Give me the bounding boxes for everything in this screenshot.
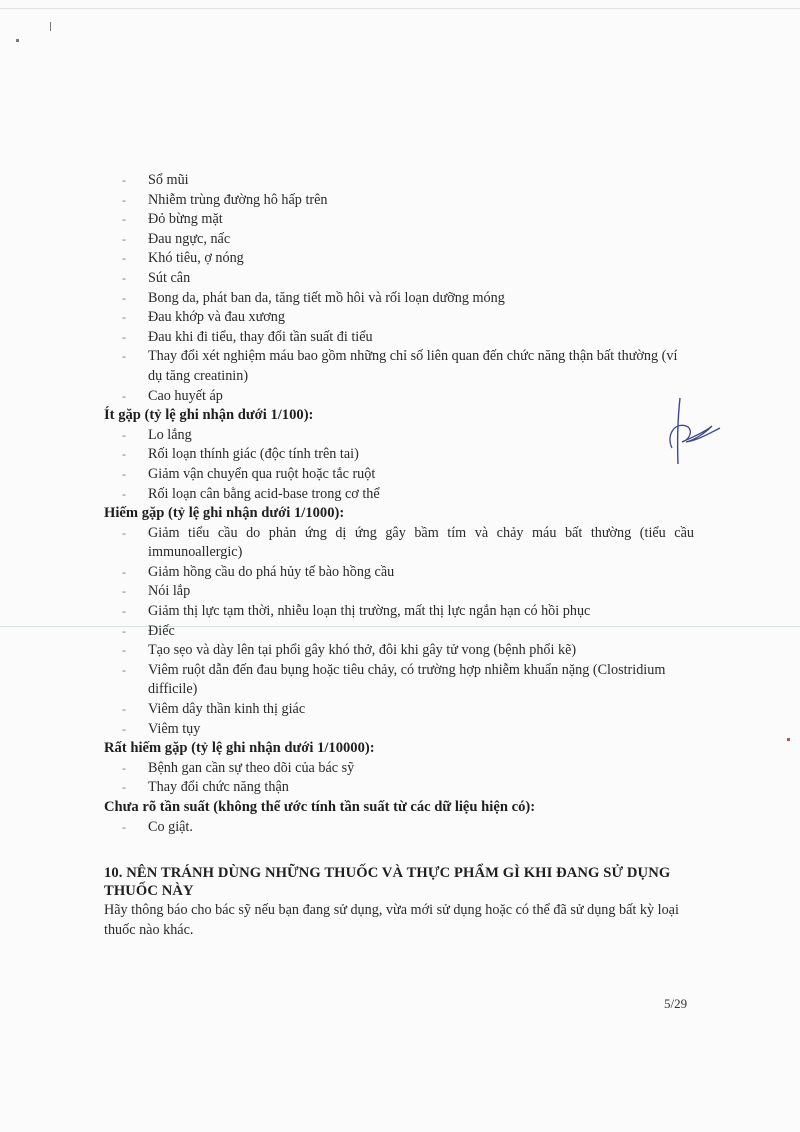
rare-effects-list xyxy=(104,524,694,740)
list-item xyxy=(104,387,694,407)
bullet-dash: - xyxy=(122,604,126,619)
list-item xyxy=(104,426,694,446)
unknown-frequency-list xyxy=(104,818,694,838)
bullet-dash: - xyxy=(122,486,126,501)
section-10-body: Hãy thông báo cho bác sỹ nếu bạn đang sử dụng, vừa mới sử dụng hoặc có thể đã sử dụng bất kỳ loại thuốc nào khác. xyxy=(104,902,679,938)
list-item xyxy=(104,563,694,583)
bullet-dash: - xyxy=(122,780,126,795)
list-item xyxy=(104,622,694,642)
very-rare-effects-list xyxy=(104,759,694,798)
page-number: 5/29 xyxy=(664,996,688,1011)
list-item xyxy=(104,700,694,720)
bullet-dash: - xyxy=(122,662,126,677)
list-item xyxy=(104,602,694,622)
very-rare-heading: Rất hiếm gặp (tỷ lệ ghi nhận dưới 1/10000): xyxy=(104,740,375,757)
list-item xyxy=(104,289,694,309)
list-item xyxy=(104,269,694,289)
bullet-dash: - xyxy=(122,721,126,736)
list-item-text: Nói lắp xyxy=(148,583,191,600)
scan-dot xyxy=(16,39,19,42)
bullet-dash: - xyxy=(122,643,126,658)
list-item xyxy=(104,661,694,700)
document-body xyxy=(104,171,694,837)
list-item-text: Đau khớp và đau xương xyxy=(148,309,285,326)
list-item-text: Viêm dây thần kinh thị giác xyxy=(148,701,306,718)
list-item-text: Giảm hồng cầu do phá hủy tế bào hồng cầu xyxy=(148,563,395,580)
bullet-dash: - xyxy=(122,447,126,462)
bullet-dash: - xyxy=(122,819,126,834)
bullet-dash: - xyxy=(122,388,126,403)
list-item-text: Rối loạn thính giác (độc tính trên tai) xyxy=(148,446,359,463)
list-item xyxy=(104,347,694,386)
list-item-text: Đau khi đi tiểu, thay đổi tần suất đi tiểu xyxy=(148,328,373,345)
list-item-text: Thay đổi chức năng thận xyxy=(148,779,289,796)
common-effects-list xyxy=(104,171,694,406)
list-item-text: Viêm ruột dẫn đến đau bụng hoặc tiêu chảy, có trường hợp nhiễm khuẩn nặng (Clostridium difficile) xyxy=(148,661,666,698)
bullet-dash: - xyxy=(122,270,126,285)
list-item-text: Giảm thị lực tạm thời, nhiễu loạn thị trường, mất thị lực ngắn hạn có hồi phục xyxy=(148,603,591,620)
signature-mark xyxy=(664,396,724,466)
list-item-text: Điếc xyxy=(148,622,175,639)
list-item-text: Bệnh gan cần sự theo dõi của bác sỹ xyxy=(148,759,355,776)
bullet-dash: - xyxy=(122,231,126,246)
list-item xyxy=(104,582,694,602)
uncommon-effects-list xyxy=(104,426,694,504)
list-item xyxy=(104,641,694,661)
bullet-dash: - xyxy=(122,427,126,442)
list-item-text: Tạo sẹo và dày lên tại phổi gây khó thở, đôi khi gây tử vong (bệnh phổi kẽ) xyxy=(148,642,577,659)
bullet-dash: - xyxy=(122,329,126,344)
list-item-text: Giảm tiểu cầu do phản ứng dị ứng gây bầm tím và chảy máu bất thường (tiểu cầu immunoallergic) xyxy=(148,524,694,561)
uncommon-heading: Ít gặp (tỷ lệ ghi nhận dưới 1/100): xyxy=(104,407,314,424)
list-item-text: Đỏ bừng mặt xyxy=(148,211,223,228)
list-item-text: Viêm tụy xyxy=(148,720,201,737)
list-item xyxy=(104,328,694,348)
list-item-text: Cao huyết áp xyxy=(148,387,223,404)
bullet-dash: - xyxy=(122,584,126,599)
list-item xyxy=(104,171,694,191)
scan-dot xyxy=(50,22,51,31)
list-item xyxy=(104,308,694,328)
list-item xyxy=(104,445,694,465)
section-10-title: 10. NÊN TRÁNH DÙNG NHỮNG THUỐC VÀ THỰC PHẨM GÌ KHI ĐANG SỬ DỤNG THUỐC NÀY xyxy=(104,865,671,899)
bullet-dash: - xyxy=(122,702,126,717)
list-item-text: Sút cân xyxy=(148,269,191,286)
list-item-text: Lo lắng xyxy=(148,426,192,443)
scan-dot xyxy=(787,738,790,741)
bullet-dash: - xyxy=(122,466,126,481)
list-item xyxy=(104,720,694,740)
rare-heading: Hiếm gặp (tỷ lệ ghi nhận dưới 1/1000): xyxy=(104,505,345,522)
list-item-text: Nhiễm trùng đường hô hấp trên xyxy=(148,191,328,208)
page-top-rule xyxy=(0,8,800,9)
list-item-text: Sổ mũi xyxy=(148,172,189,188)
bullet-dash: - xyxy=(122,173,126,187)
list-item xyxy=(104,485,694,505)
bullet-dash: - xyxy=(122,349,126,364)
list-item xyxy=(104,778,694,798)
bullet-dash: - xyxy=(122,212,126,227)
bullet-dash: - xyxy=(122,251,126,266)
list-item xyxy=(104,249,694,269)
bullet-dash: - xyxy=(122,564,126,579)
bullet-dash: - xyxy=(122,525,126,540)
list-item xyxy=(104,210,694,230)
list-item-text: Khó tiêu, ợ nóng xyxy=(148,250,244,267)
list-item-text: Rối loạn cân bằng acid-base trong cơ thể xyxy=(148,485,380,502)
list-item xyxy=(104,818,694,838)
list-item xyxy=(104,524,694,563)
list-item xyxy=(104,191,694,211)
list-item-text: Co giật. xyxy=(148,818,193,835)
bullet-dash: - xyxy=(122,623,126,638)
list-item xyxy=(104,759,694,779)
bullet-dash: - xyxy=(122,192,126,207)
unknown-frequency-heading: Chưa rõ tần suất (không thể ước tính tần suất từ các dữ liệu hiện có): xyxy=(104,799,536,815)
bullet-dash: - xyxy=(122,290,126,305)
list-item-text: Giảm vận chuyển qua ruột hoặc tắc ruột xyxy=(148,465,376,482)
list-item xyxy=(104,230,694,250)
list-item-text: Thay đổi xét nghiệm máu bao gồm những chỉ số liên quan đến chức năng thận bất thường (ví dụ tăng creatinin) xyxy=(148,348,678,384)
list-item-text: Đau ngực, nấc xyxy=(148,230,231,247)
bullet-dash: - xyxy=(122,760,126,775)
list-item-text: Bong da, phát ban da, tăng tiết mồ hôi và rối loạn dưỡng móng xyxy=(148,289,505,306)
list-item xyxy=(104,465,694,485)
bullet-dash: - xyxy=(122,310,126,325)
